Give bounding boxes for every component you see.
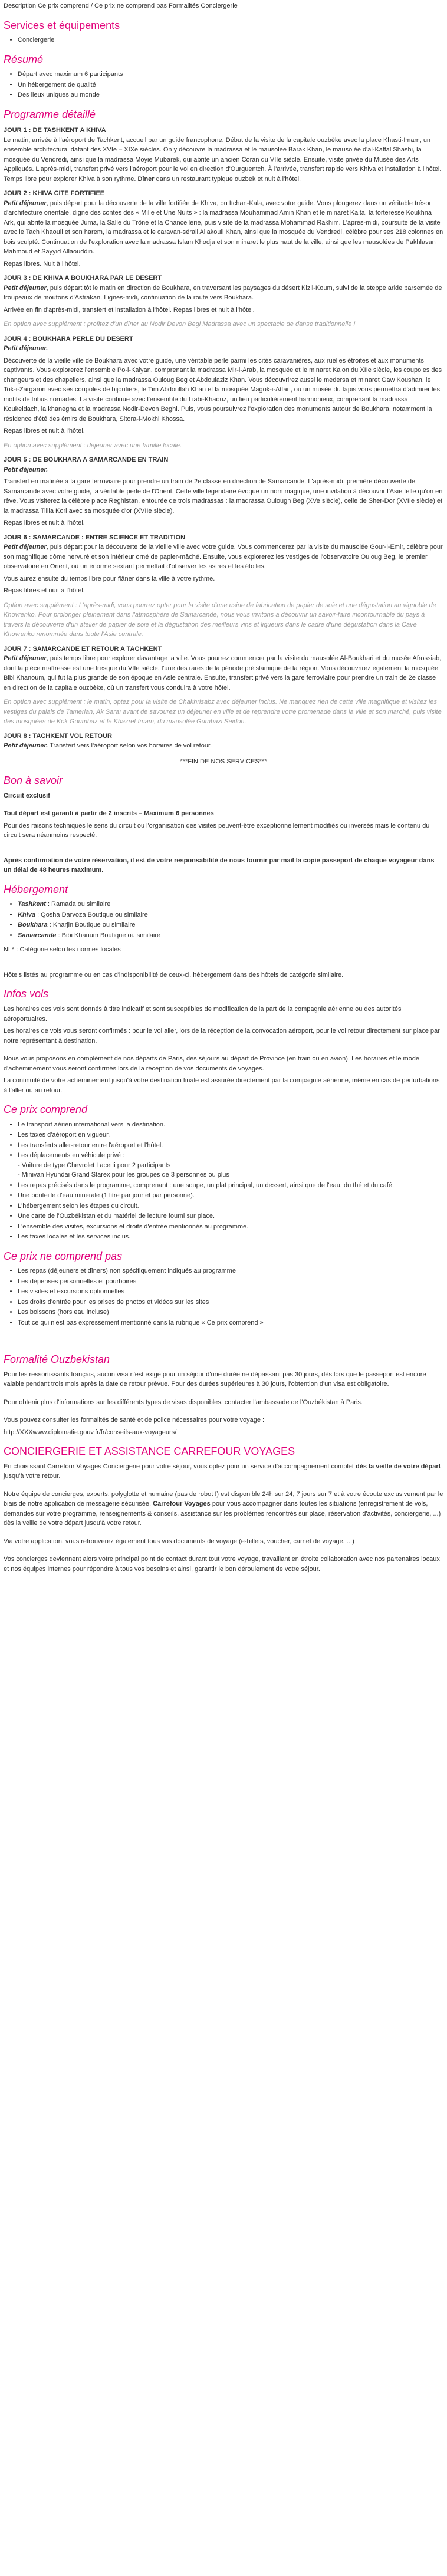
- day-7-text: [4, 654, 443, 693]
- list-item: • Les taxes locales et les services inclus.: [18, 1232, 443, 1242]
- day-8-title: JOUR 8 : TACHKENT VOL RETOUR: [4, 732, 112, 740]
- concierge-p1-c: jusqu'à votre retour.: [4, 1473, 61, 1480]
- day-1-title: JOUR 1 : DE TASHKENT A KHIVA: [4, 127, 106, 134]
- diplomatie-link[interactable]: http://XXXwww.diplomatie.gouv.fr/fr/conseils-aux-voyageurs/: [4, 1428, 177, 1436]
- list-item: • Tout ce qui n'est pas expressément mentionné dans la rubrique « Ce prix comprend »: [18, 1318, 443, 1328]
- hotel-city: Boukhara: [18, 921, 48, 929]
- day-3-body: , puis départ tôt le matin en direction de Boukhara, en traversant les paysages du désert Kizil-Koum, suivi de la steppe aride parsemée de troupeaux de moutons d'Astrakan. Lignes-midi, continuation de la route vers Boukhara.: [4, 284, 442, 302]
- list-item: • Le transport aérien international vers la destination.: [18, 1120, 443, 1130]
- hotel-item: [18, 920, 443, 930]
- hotels-footnote: Hôtels listés au programme ou en cas d'indisponibilité de ceux-ci, hébergement dans des hôtels de catégorie similaire.: [4, 971, 344, 979]
- list-item: • Les transferts aller-retour entre l'aéroport et l'hôtel.: [18, 1141, 443, 1151]
- day-4-lead: Petit déjeuner.: [4, 345, 48, 353]
- concierge-p2-a: Notre équipe de concierges, experts, polyglotte et humaine (pas de robot !) est disponible 24h sur 24, 7 jours sur 7 et à votre écoute exclusivement par le biais de notre application de messagerie sécurisée,: [4, 1490, 443, 1508]
- day-2-lead: Petit déjeuner: [4, 199, 47, 207]
- day-6-tail: Repas libres et nuit à l'hôtel.: [4, 587, 85, 595]
- list-item: • Les boissons (hors eau incluse): [18, 1307, 443, 1317]
- hotels-title: Hébergement: [4, 883, 68, 895]
- concierge-p1-b: dès la veille de votre départ: [356, 1462, 441, 1470]
- list-item: • Des lieux uniques au monde: [18, 90, 443, 100]
- list-item: • Les taxes d'aéroport en vigueur.: [18, 1130, 443, 1140]
- formalities-link[interactable]: [4, 1428, 443, 1438]
- day-6-lead: Petit déjeuner: [4, 543, 47, 551]
- concierge-p4: Vos concierges deviennent alors votre principal point de contact durant tout votre voyage, travaillant en étroite collaboration avec nos partenaires locaux et nos équipes internes pour répondre à tous vos besoins et ainsi, garantir le bon déroulement de votre séjour.: [4, 1556, 440, 1573]
- day-4-tail: Repas libres et nuit à l'hôtel.: [4, 427, 85, 435]
- list-item: • Les repas précisés dans le programme, comprenant : une soupe, un plat principal, un dessert, ainsi que de l'eau, du thé et du café.: [18, 1181, 443, 1191]
- hotel-name: : Kharjin Boutique ou similaire: [47, 921, 136, 929]
- hotel-city: Khiva: [18, 911, 35, 918]
- guarantee-detail: Pour des raisons techniques le sens du circuit ou l'organisation des visites peuvent-être exceptionnellement modifiés ou inversés mais le contenu du circuit sera néanmoins respecté.: [4, 822, 430, 839]
- guarantee-text: Tout départ est garanti à partir de 2 inscrits – Maximum 6 personnes: [4, 810, 214, 818]
- hotel-name: : Ramada ou similaire: [45, 901, 111, 908]
- program-title: Programme détaillé: [4, 108, 96, 120]
- day-3-option: En option avec supplément : profitez d'un dîner au Nodir Devon Begi Madrassa avec un spectacle de danse traditionnelle !: [4, 321, 356, 328]
- day-6-text-2: Vous aurez ensuite du temps libre pour flâner dans la ville à votre rythme.: [4, 575, 215, 582]
- day-1-dinner: Dîner: [137, 175, 155, 183]
- hotel-item: [18, 931, 443, 941]
- services-list: [4, 35, 443, 45]
- list-item: • Un hébergement de qualité: [18, 80, 443, 90]
- day-4-option: En option avec supplément : déjeuner avec une famille locale.: [4, 442, 182, 449]
- day-8-body: Transfert vers l'aéroport selon vos horaires de vol retour.: [48, 742, 212, 750]
- flights-p2: Les horaires de vols vous seront confirmés : pour le vol aller, lors de la réception de la convocation aéroport, pour le vol retour directement sur place par notre représentant à destination.: [4, 1027, 440, 1045]
- day-5-lead: Petit déjeuner.: [4, 466, 48, 473]
- concierge-p3: Via votre application, vous retrouverez également tous vos documents de voyage (e-billets, voucher, carnet de voyage, ...): [4, 1537, 354, 1545]
- flights-p3: Nous vous proposons en complément de nos départs de Paris, des séjours au départ de Province (en train ou en avion). Les horaires et le mode d'acheminement vous seront confirmés lors de la réception de vos documents de voyages.: [4, 1055, 420, 1072]
- includes-title: Ce prix comprend: [4, 1103, 88, 1116]
- formalities-title: Formalité Ouzbekistan: [4, 1353, 110, 1366]
- summary-title: Résumé: [4, 53, 44, 65]
- day-5-tail: Repas libres et nuit à l'hôtel.: [4, 519, 85, 527]
- circuit-label: Circuit exclusif: [4, 792, 50, 799]
- concierge-p1: [4, 1462, 443, 1481]
- concierge-p2: [4, 1490, 443, 1529]
- excludes-title: Ce prix ne comprend pas: [4, 1250, 123, 1262]
- day-5-title: JOUR 5 : DE BOUKHARA A SAMARCANDE EN TRAIN: [4, 456, 169, 464]
- day-6-option: Option avec supplément : L'après-midi, vous pourrez opter pour la visite d'une usine de fabrication de papier de soie et une dégustation au vignoble de Khovrenko. Pour prolonger pleinement dans l'atmosphère de Samarcande, nous vous invitons à découvrir un savoir-faire incontournable du pays à travers la découverte d'un atelier de papier de soie et la dégustation des meilleurs vins et liqueurs dans le cadre d'une dégustation dans la Cave Khovrenko renommée dans toute l'Asie centrale.: [4, 601, 436, 638]
- day-7-option: En option avec supplément : le matin, optez pour la visite de Chakhrisabz avec déjeuner inclus. Ne manquez rien de cette ville magnifique et visitez les vestiges du palais de Tamerlan, Ak Saraï avant de savourez un déjeuner en ville et de reprendre votre promenade dans la ville et son marché, puis visite des mosquées de Kok Goumbaz et le Khazret Imam, du mausolée Gumbazi Seidon.: [4, 699, 442, 726]
- list-item: [18, 1151, 443, 1180]
- day-1-tail: dans un restaurant typique ouzbek et nuit à l'hôtel.: [154, 175, 301, 183]
- day-2-body: , puis départ pour la découverte de la ville fortifiée de Khiva, ou Itchan-Kala, avec votre guide. Vous plongerez dans un véritable trésor d'architecture orientale, digne des contes des « Mille et Une Nuits » : la madrassa Mouhammad Amin Khan et le minaret Kalta, la forteresse Koukhna Ark, qui abrite la mosquée Juma, la Salle du Trône et la Chancellerie, puis visite de la madrassa Mohammad Rakhim. L'après-midi, poursuite de la visite avec le Tach Khaouli et son harem, la madrassa et le caravan-sérail Allakouli Khan, ainsi que la mosquée du Vendredi, célèbre pour ses 218 colonnes en bois sculpté. Continuation de l'exploration avec la madrassa Islam Khodja et son minaret le plus haut de la ville, ainsi que les mausolées de Pakhlavan Mahmoud et Sayyid Allaouddin.: [4, 199, 443, 256]
- list-item: • Les repas (déjeuners et dîners) non spécifiquement indiqués au programme: [18, 1266, 443, 1276]
- day-3-title: JOUR 3 : DE KHIVA A BOUKHARA PAR LE DESERT: [4, 275, 162, 282]
- day-3-text: [4, 284, 443, 303]
- hotels-note: NL* : Catégorie selon les normes locales: [4, 946, 121, 954]
- vehicle-option: - Minivan Hyundai Grand Starex pour les groupes de 3 personnes ou plus: [18, 1171, 229, 1179]
- passport-notice: Après confirmation de votre réservation, il est de votre responsabilité de nous fournir par mail la copie passeport de chaque voyageur dans un délai de 48 heures maximum.: [4, 857, 435, 874]
- formalities-p3: Vous pouvez consulter les formalités de santé et de police nécessaires pour votre voyage :: [4, 1417, 265, 1424]
- list-item: • Les dépenses personnelles et pourboires: [18, 1277, 443, 1287]
- flights-p1: Les horaires des vols sont donnés à titre indicatif et sont susceptibles de modification de la part de la compagnie aérienne ou des autorités aéroportuaires.: [4, 1006, 402, 1023]
- hotel-item: [18, 900, 443, 910]
- concierge-p2-c: pour vous accompagner dans toutes les situations (enregistrement de vols, demandes sur votre programme, renseignements & conseils, assistance sur les problèmes rencontrés sur place, réservation d'activités, conciergerie, ...) dès la veille de votre départ jusqu'à votre retour.: [4, 1500, 441, 1527]
- day-8-lead: Petit déjeuner.: [4, 742, 48, 750]
- vehicles-label: Les déplacements en véhicule privé :: [18, 1152, 124, 1159]
- hotel-item: [18, 910, 443, 920]
- day-4-title: JOUR 4 : BOUKHARA PERLE DU DESERT: [4, 335, 133, 342]
- list-item: • L'ensemble des visites, excursions et droits d'entrée mentionnés au programme.: [18, 1222, 443, 1232]
- day-2-tail: Repas libres. Nuit à l'hôtel.: [4, 260, 81, 268]
- day-2-title: JOUR 2 : KHIVA CITE FORTIFIEE: [4, 190, 105, 197]
- day-6-text: [4, 542, 443, 572]
- hotels-list: [4, 900, 443, 940]
- formalities-p2: Pour obtenir plus d'informations sur les différents types de visas disponibles, contacter l'ambassade de l'Ouzbékistan à Paris.: [4, 1398, 363, 1406]
- day-7-lead: Petit déjeuner: [4, 655, 47, 663]
- hotel-city: Tashkent: [18, 901, 46, 908]
- excludes-list: [4, 1266, 443, 1327]
- description-line: Description Ce prix comprend / Ce prix ne comprend pas Formalités Conciergerie: [4, 2, 238, 9]
- list-item: • Les visites et excursions optionnelles: [18, 1287, 443, 1297]
- day-3-tail: Arrivée en fin d'après-midi, transfert et installation à l'hôtel. Repas libres et nuit à l'hôtel.: [4, 306, 255, 314]
- formalities-p1: Pour les ressortissants français, aucun visa n'est exigé pour un séjour d'une durée ne dépassant pas 30 jours, dès lors que le passeport est encore valable pendant trois mois après la date de retour prévue. Pour des durées supérieures à 30 jours, l'obtention d'un visa est obligatoire.: [4, 1371, 426, 1388]
- day-7-title: JOUR 7 : SAMARCANDE ET RETOUR A TACHKENT: [4, 645, 162, 653]
- day-4-text: Découverte de la vieille ville de Boukhara avec votre guide, une véritable perle parmi les cités caravanières, aux ruelles étroites et aux monuments captivants. Vous explorerez l'ensemble Po-i-Kalyan, comprenant la madrassa Mir-i-Arab, la mosquée et le minaret Kalon du XIIe siècle, les coupoles des changeurs et des chapeliers, ainsi que la madrassa Ouloug Beg et Abdoulaziz Khan. Vous découvrirez aussi le medersa et minaret Gaw Koushan, le Tok-i-Zargaron avec ses coupoles de bijoutiers, le Tim Abdoullah Khan et la mosquée Magok-i-Attari, où un musée du tapis vous permettra d'admirer les motifs de tribus nomades. La visite continue avec l'ensemble du Liabi-Khaouz, un lieu particulièrement harmonieux, comprenant la madrassa Koukeldach, la khanegha et la madrassa Nodir-Devon Beghi. Puis, vous poursuivrez l'exploration des monuments autour de Boukhara, notamment la résidence d'été des émirs de Boukhara, Sitora-i-Mokhi Khossa.: [4, 357, 442, 423]
- list-item: • L'hébergement selon les étapes du circuit.: [18, 1201, 443, 1211]
- concierge-p2-b: Carrefour Voyages: [153, 1500, 211, 1508]
- day-1-body: Le matin, arrivée à l'aéroport de Tachkent, accueil par un guide francophone. Début de la visite de la capitale ouzbèke avec la place Khasti-Imam, un ensemble architectural datant des XVIe – XIXe siècles. On y découvre la madrassa et le mausolée Barak Khan, le mausolée d'al-Kaffal Shashi, la mosquée du Vendredi, ainsi que la madrassa Moyie Mubarek, qui abrite un ancien Coran du VIIe siècle. Ensuite, visite privée du Musée des Arts Appliqués. L'après-midi, transfert privé vers l'aéroport pour le vol en direction d'Ourguentch. À l'arrivée, transfert rapide vers Khiva et installation à l'hôtel. Temps libre pour explorer Khiva à son rythme.: [4, 136, 442, 183]
- hotel-city: Samarcande: [18, 931, 57, 939]
- flights-p4: La continuité de votre acheminement jusqu'à votre destination finale est assurée directement par la compagnie aérienne, même en cas de perturbations à l'aller ou au retour.: [4, 1077, 440, 1094]
- day-5-text: Transfert en matinée à la gare ferroviaire pour prendre un train de 2e classe en direction de Samarcande. L'après-midi, première découverte de Samarcande avec votre guide, la véritable perle de l'Orient. Cette ville légendaire évoque un nom magique, une invitation à découvrir l'Asie telle qu'on en rêve. Vous visiterez la célèbre place Reghistan, entourée de trois madrassas : la madrassa Oulough Beg (XVe siècle), celle de Sher-Dor (XVIIe siècle) et la madrassa Tillia Kori avec sa mosquée d'or (XVIIe siècle).: [4, 478, 443, 515]
- day-3-lead: Petit déjeuner: [4, 284, 47, 292]
- flights-title: Infos vols: [4, 988, 49, 1000]
- day-2-text: [4, 199, 443, 257]
- list-item: • Départ avec maximum 6 participants: [18, 70, 443, 80]
- includes-list: [4, 1120, 443, 1242]
- day-8-text: [4, 741, 443, 751]
- services-title: Services et équipements: [4, 19, 120, 31]
- list-item: • Les droits d'entrée pour les prises de photos et vidéos sur les sites: [18, 1297, 443, 1307]
- day-6-title: JOUR 6 : SAMARCANDE : ENTRE SCIENCE ET TRADITION: [4, 533, 186, 541]
- concierge-title: CONCIERGERIE ET ASSISTANCE CARREFOUR VOYAGES: [4, 1445, 295, 1458]
- concierge-p1-a: En choisissant Carrefour Voyages Conciergerie pour votre séjour, vous optez pour un service d'accompagnement complet: [4, 1462, 356, 1470]
- day-1-text: [4, 136, 443, 185]
- list-item: • Une bouteille d'eau minérale (1 litre par jour et par personne).: [18, 1191, 443, 1201]
- list-item: • Une carte de l'Ouzbékistan et du matériel de lecture fourni sur place.: [18, 1211, 443, 1221]
- good-to-know-title: Bon à savoir: [4, 775, 63, 787]
- vehicle-option: - Voiture de type Chevrolet Lacetti pour 2 participants: [18, 1161, 171, 1169]
- hotel-name: : Qosha Darvoza Boutique ou similaire: [35, 911, 148, 918]
- end-of-services: ***FIN DE NOS SERVICES***: [180, 757, 267, 765]
- day-7-body: , puis temps libre pour explorer davantage la ville. Vous pourrez commencer par la visite du mausolée Al-Boukhari et du musée Afrossiab, dont la pièce maîtresse est une fresque du VIIe siècle, l'une des rares de la période préislamique de la région. Vous découvrirez également la mosquée Bibi Khanoum, qui fut la plus grande de son époque en Asie centrale. Ensuite, transfert privé vers la gare ferroviaire pour prendre un train de 2e classe en direction de la capitale ouzbèke, où un transfert vous conduira à votre hôtel.: [4, 655, 442, 691]
- summary-list: [4, 70, 443, 100]
- day-6-body: , puis départ pour la découverte de la vieille ville avec votre guide. Vous commencerez par la visite du mausolée Gour-i-Emir, célèbre pour son magnifique dôme nervuré et son intérieur orné de papier-mâché. Ensuite, vous explorerez les vestiges de l'observatoire Ouloug Beg, le premier observatoire en Orient, où un énorme sextant permettait d'observer les astres et les étoiles.: [4, 543, 443, 571]
- hotel-name: : Bibi Khanum Boutique ou similaire: [56, 931, 161, 939]
- list-item: • Conciergerie: [18, 35, 443, 45]
